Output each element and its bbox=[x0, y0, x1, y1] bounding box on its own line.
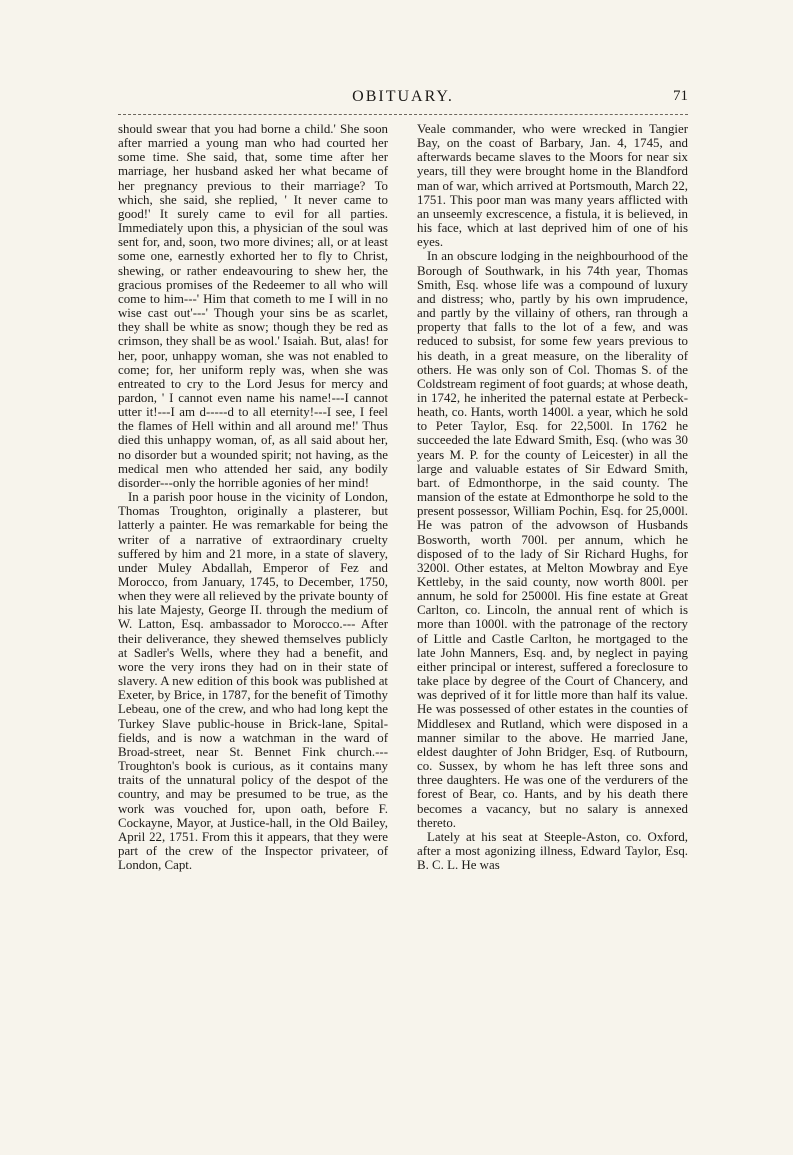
right-paragraph: Lately at his seat at Steeple-Aston, co. Oxford, after a most agonizing illness, Edward Taylor, Esq. B. C. L. He was bbox=[417, 829, 688, 873]
left-paragraph: should swear that you had borne a child.' She soon after married a young man who had courted her some time. She said, that, some time after her marriage, her husband asked her what became of her pregnancy previous to their marriage? To which, she said, she replied, ' It never came to good!' It surely came to evil for all parties. Immediately upon this, a physician of the soul was sent for, and, soon, two more divines; all, or at least some one, earnestly exhorted her to fly to Christ, shewing, or rather endeavouring to shew her, the gracious promises of the Redeemer to all who will come to him---' Him that cometh to me I will in no wise cast out'---' Though your sins be as scarlet, they shall be white as snow; though they be red as crimson, they shall be as wool.' Isaiah. But, alas! for her, poor, unhappy woman, she was not enabled to come; for, her uniform reply was, when she was entreated to cry to the Lord Jesus for mercy and pardon, ' I cannot even name his name!---I cannot utter it!---I am d-----d to all eternity!---I see, I feel the flames of Hell within and all around me!' Thus died this unhappy woman, of, as all said about her, no disorder but a wounded spirit; not having, as the medical men who attended her said, any bodily disorder---only the horrible agonies of her mind! bbox=[118, 122, 388, 490]
left-paragraph: In a parish poor house in the vicinity of London, Thomas Troughton, originally a plasterer, but latterly a painter. He was remarkable for being the writer of a narrative of extraordinary cruelty suffered by him and 21 more, in a state of slavery, under Muley Abdallah, Emperor of Fez and Morocco, from January, 1745, to December, 1750, when they were all relieved by the private bounty of his late Majesty, George II. through the medium of W. Latton, Esq. ambassador to Morocco.--- After their deliverance, they shewed themselves publicly at Sadler's Wells, where they had a benefit, and wore the very irons they had on in their state of slavery. A new edition of this book was published at Exeter, by Brice, in 1787, for the benefit of Timothy Lebeau, one of the crew, and who had long kept the Turkey Slave public-house in Brick-lane, Spital-fields, and is now a watchman in the ward of Broad-street, near St. Bennet Fink church.--- Troughton's book is curious, as it contains many traits of the unnatural policy of the despot of the country, and may be presumed to be true, as the work was vouched for, upon oath, before F. Cockayne, Mayor, at Justice-hall, in the Old Bailey, April 22, 1751. From this it appears, that they were part of the crew of the Inspector privateer, of London, Capt. bbox=[118, 490, 388, 873]
page-header bbox=[118, 86, 688, 112]
right-paragraph: Veale commander, who were wrecked in Tangier Bay, on the coast of Barbary, Jan. 4, 1745, and afterwards became slaves to the Moors for near six years, till they were brought home in the Blandford man of war, which arrived at Portsmouth, March 22, 1751. This poor man was many years afflicted with an unseemly excrescence, a fistula, it is believed, in his face, which at last deprived him of one of his eyes. bbox=[417, 122, 688, 250]
page-title: OBITUARY. bbox=[352, 88, 454, 105]
right-paragraph: In an obscure lodging in the neighbourhood of the Borough of Southwark, in his 74th year, Thomas Smith, Esq. whose life was a compound of luxury and distress; who, partly by his own imprudence, and partly by the villainy of others, ran through a property that falls to the lot of a few, and was reduced to subsist, for some few years previous to his death, in a great measure, on the liberality of others. He was only son of Col. Thomas S. of the Coldstream regiment of foot guards; at whose death, in 1742, he inherited the paternal estate at Perbeck-heath, co. Hants, worth 1400l. a year, which he sold to Peter Taylor, Esq. for 22,500l. In 1762 he succeeded the late Edward Smith, Esq. (who was 30 years M. P. for the county of Leicester) in all the large and valuable estates of Sir Edward Smith, bart. of Edmonthorpe, in the said county. The mansion of the estate at Edmonthorpe he sold to the present possessor, William Pochin, Esq. for 25,000l. He was patron of the advowson of Husbands Bosworth, worth 700l. per annum, which he disposed of to the lady of Sir Richard Hughs, for 3200l. Other estates, at Melton Mowbray and Eye Kettleby, in the said county, now worth 800l. per annum, he sold for 25000l. His fine estate at Great Carlton, co. Lincoln, the annual rent of which is more than 1000l. with the patronage of the rectory of Little and Castle Carlton, he mortgaged to the late John Manners, Esq. and, by neglect in paying either principal or interest, suffered a foreclosure to take place by degree of the Court of Chancery, and was deprived of it for little more than half its value. He was possessed of other estates in the counties of Middlesex and Rutland, which were disposed in a manner similar to the above. He married Jane, eldest daughter of John Bridger, Esq. of Rutbourn, co. Sussex, by whom he has left three sons and three daughters. He was one of the verdurers of the forest of Bear, co. Hants, and by his death there becomes a vacancy, but no salary is annexed thereto. bbox=[417, 249, 688, 830]
page-number: 71 bbox=[673, 88, 688, 104]
right-column bbox=[417, 122, 688, 872]
left-column bbox=[118, 122, 388, 872]
header-rule bbox=[118, 114, 688, 115]
